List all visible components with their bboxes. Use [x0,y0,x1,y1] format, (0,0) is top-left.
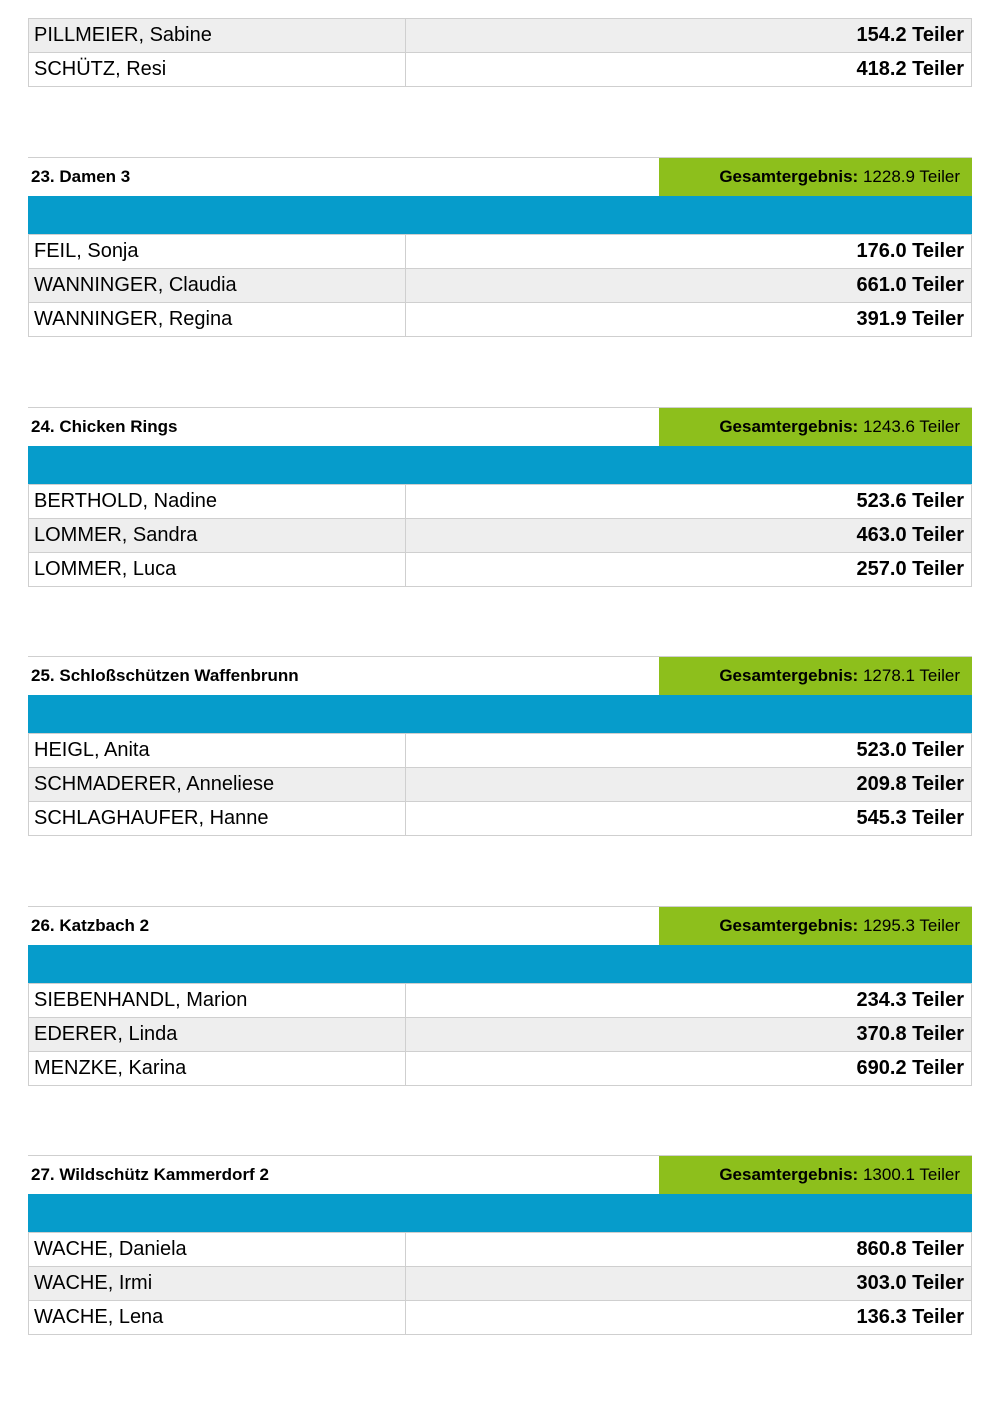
total-label: Gesamtergebnis: [719,1165,859,1184]
member-row [28,18,972,52]
member-name: SCHMADERER, Anneliese [29,768,406,801]
team-header [28,906,972,945]
member-row [28,801,972,835]
member-name: SCHLAGHAUFER, Hanne [29,802,406,835]
previous-team-members-table [28,18,972,87]
member-row [28,234,972,268]
member-row [28,484,972,518]
total-label: Gesamtergebnis: [719,916,859,935]
member-name: MENZKE, Karina [29,1052,406,1085]
member-score: 418.2 Teiler [856,58,964,80]
team-header [28,157,972,196]
team-block [28,157,972,337]
member-score: 860.8 Teiler [856,1238,964,1260]
member-row [28,302,972,336]
member-name: HEIGL, Anita [29,734,406,767]
team-block [28,1155,972,1335]
team-members-table [28,983,972,1086]
member-row [28,518,972,552]
member-row [28,1300,972,1334]
total-label: Gesamtergebnis: [719,666,859,685]
member-name: EDERER, Linda [29,1018,406,1051]
member-score: 257.0 Teiler [856,558,964,580]
team-members-table [28,733,972,836]
member-score: 176.0 Teiler [856,240,964,262]
team-block [28,906,972,1086]
member-name: WACHE, Irmi [29,1267,406,1300]
team-total-badge [659,158,972,196]
team-block [28,656,972,836]
member-name: SCHÜTZ, Resi [29,53,406,86]
team-members-table [28,1232,972,1335]
member-score: 463.0 Teiler [856,524,964,546]
team-total-badge [659,1156,972,1194]
member-name: BERTHOLD, Nadine [29,485,406,518]
team-total-badge [659,657,972,695]
team-total-value: 1228.9 Teiler [862,167,960,186]
team-total-value: 1300.1 Teiler [862,1165,960,1184]
member-score: 370.8 Teiler [856,1023,964,1045]
team-title: 25. Schloßschützen Waffenbrunn [31,666,299,685]
total-label: Gesamtergebnis: [719,167,859,186]
member-row [28,733,972,767]
member-name: WANNINGER, Claudia [29,269,406,302]
member-row [28,268,972,302]
team-title: 26. Katzbach 2 [31,916,150,935]
team-total-value: 1243.6 Teiler [862,417,960,436]
team-members-table [28,484,972,587]
member-row [28,1266,972,1300]
member-name: SIEBENHANDL, Marion [29,984,406,1017]
team-color-band [28,695,972,733]
member-score: 545.3 Teiler [856,807,964,829]
member-row [28,52,972,86]
member-row [28,552,972,586]
team-header [28,407,972,446]
member-score: 690.2 Teiler [856,1057,964,1079]
member-score: 391.9 Teiler [856,308,964,330]
team-title: 24. Chicken Rings [31,417,178,436]
team-title: 27. Wildschütz Kammerdorf 2 [31,1165,269,1184]
member-row [28,1051,972,1085]
member-name: WACHE, Lena [29,1301,406,1334]
team-total-value: 1295.3 Teiler [862,916,960,935]
team-header [28,656,972,695]
member-row [28,1017,972,1051]
member-score: 661.0 Teiler [856,274,964,296]
total-label: Gesamtergebnis: [719,417,859,436]
member-score: 523.0 Teiler [856,739,964,761]
member-score: 234.3 Teiler [856,989,964,1011]
member-row [28,983,972,1017]
team-members-table [28,234,972,337]
team-block [28,407,972,587]
team-color-band [28,196,972,234]
team-total-badge [659,408,972,446]
member-name: FEIL, Sonja [29,235,406,268]
team-color-band [28,945,972,983]
member-name: WACHE, Daniela [29,1233,406,1266]
team-color-band [28,446,972,484]
member-name: WANNINGER, Regina [29,303,406,336]
member-score: 303.0 Teiler [856,1272,964,1294]
member-name: LOMMER, Sandra [29,519,406,552]
member-row [28,1232,972,1266]
team-header [28,1155,972,1194]
member-score: 136.3 Teiler [856,1306,964,1328]
member-score: 209.8 Teiler [856,773,964,795]
member-score: 523.6 Teiler [856,490,964,512]
team-total-value: 1278.1 Teiler [862,666,960,685]
member-name: LOMMER, Luca [29,553,406,586]
member-row [28,767,972,801]
member-score: 154.2 Teiler [856,24,964,46]
team-title: 23. Damen 3 [31,167,131,186]
team-total-badge [659,907,972,945]
member-name: PILLMEIER, Sabine [29,19,406,52]
team-color-band [28,1194,972,1232]
